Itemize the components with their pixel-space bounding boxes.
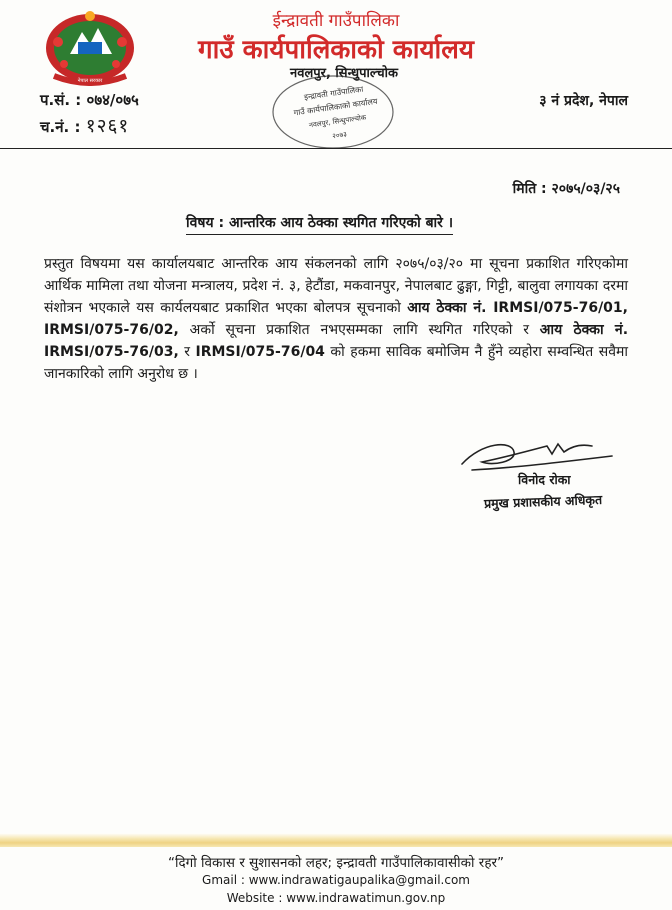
province-label: ३ नं प्रदेश, नेपाल	[539, 93, 628, 109]
letter-subject: विषय : आन्तरिक आय ठेक्का स्थगित गरिएको बारे ।	[186, 213, 453, 235]
signatory-title: प्रमुख प्रशासकीय अधिकृत	[483, 491, 603, 512]
ps-reference	[40, 90, 139, 110]
office-address: नवलपुर, सिन्धुपाल्चोक	[290, 66, 399, 81]
body-text-3: र	[178, 344, 196, 360]
footer-motto: “दिगो विकास र सुशासनको लहर; इन्द्रावती गाउँपालिकावासीको रहर”	[167, 855, 505, 871]
office-title: गाउँ कार्यपालिकाको कार्यालय	[198, 35, 474, 65]
seal-line-1: इन्द्रावती गाउँपालिका	[303, 84, 364, 102]
chn-value: १२६१	[85, 115, 130, 137]
footer-gold-band	[0, 833, 672, 847]
chn-label: च.नं. :	[40, 118, 81, 136]
body-text-2: अर्को सूचना प्रकाशित नभएसम्मका लागि स्थगित गरिएको र	[178, 322, 540, 338]
signatory-name: विनोद रोका	[518, 472, 571, 487]
office-seal-stamp	[268, 70, 398, 152]
footer-gmail: Gmail : www.indrawatigaupalika@gmail.com	[202, 873, 470, 887]
body-text-1: प्रस्तुत विषयमा यस कार्यालयबाट आन्तरिक आय संकलनको लागि २०७५/०३/२० मा सूचना प्रकाशित गरिएकोमा आर्थिक मामिला तथा योजना मन्त्रालय, प्रदेश नं. ३, हेटौंडा, मकवानपुर, नेपालबाट ढुङ्गा, गिट्टी, बालुवा लगायका दरमा संशोत्रन भएकाले यस कार्यलयबाट प्रकाशित भएका बोलपत्र सूचनाको	[44, 256, 628, 316]
seal-line-3: नवलपुर, सिन्धुपाल्चोक	[308, 113, 367, 130]
emblem-banner-text: नेपाल सरकार	[77, 78, 103, 84]
letter-body	[44, 253, 628, 385]
header-divider	[0, 148, 672, 149]
body-bold-1: आय ठेक्का नं. IRMSI/075-76/01, IRMSI/075-76/02,	[44, 300, 628, 338]
municipality-name: ईन्द्रावती गाउँपालिका	[272, 11, 400, 31]
seal-line-4: २०७३	[331, 130, 348, 141]
chn-reference	[40, 112, 129, 138]
letter-date: मिति : २०७५/०३/२५	[512, 181, 620, 197]
ps-value: ०७४/०७५	[86, 91, 139, 109]
ps-label: प.सं. :	[40, 91, 82, 109]
seal-line-2: गाउँ कार्यपालिकाको कार्यालय	[293, 96, 379, 118]
body-bold-3: IRMSI/075-76/04	[195, 344, 325, 360]
body-bold-2: आय ठेक्का नं. IRMSI/075-76/03,	[44, 322, 629, 360]
footer-website: Website : www.indrawatimun.gov.np	[226, 891, 446, 905]
body-text-4: को हकमा साविक बमोजिम नै हुँने व्यहोरा सम्वन्धित सवैमा जानकारिको लागि अनुरोध छ ।	[44, 344, 628, 382]
